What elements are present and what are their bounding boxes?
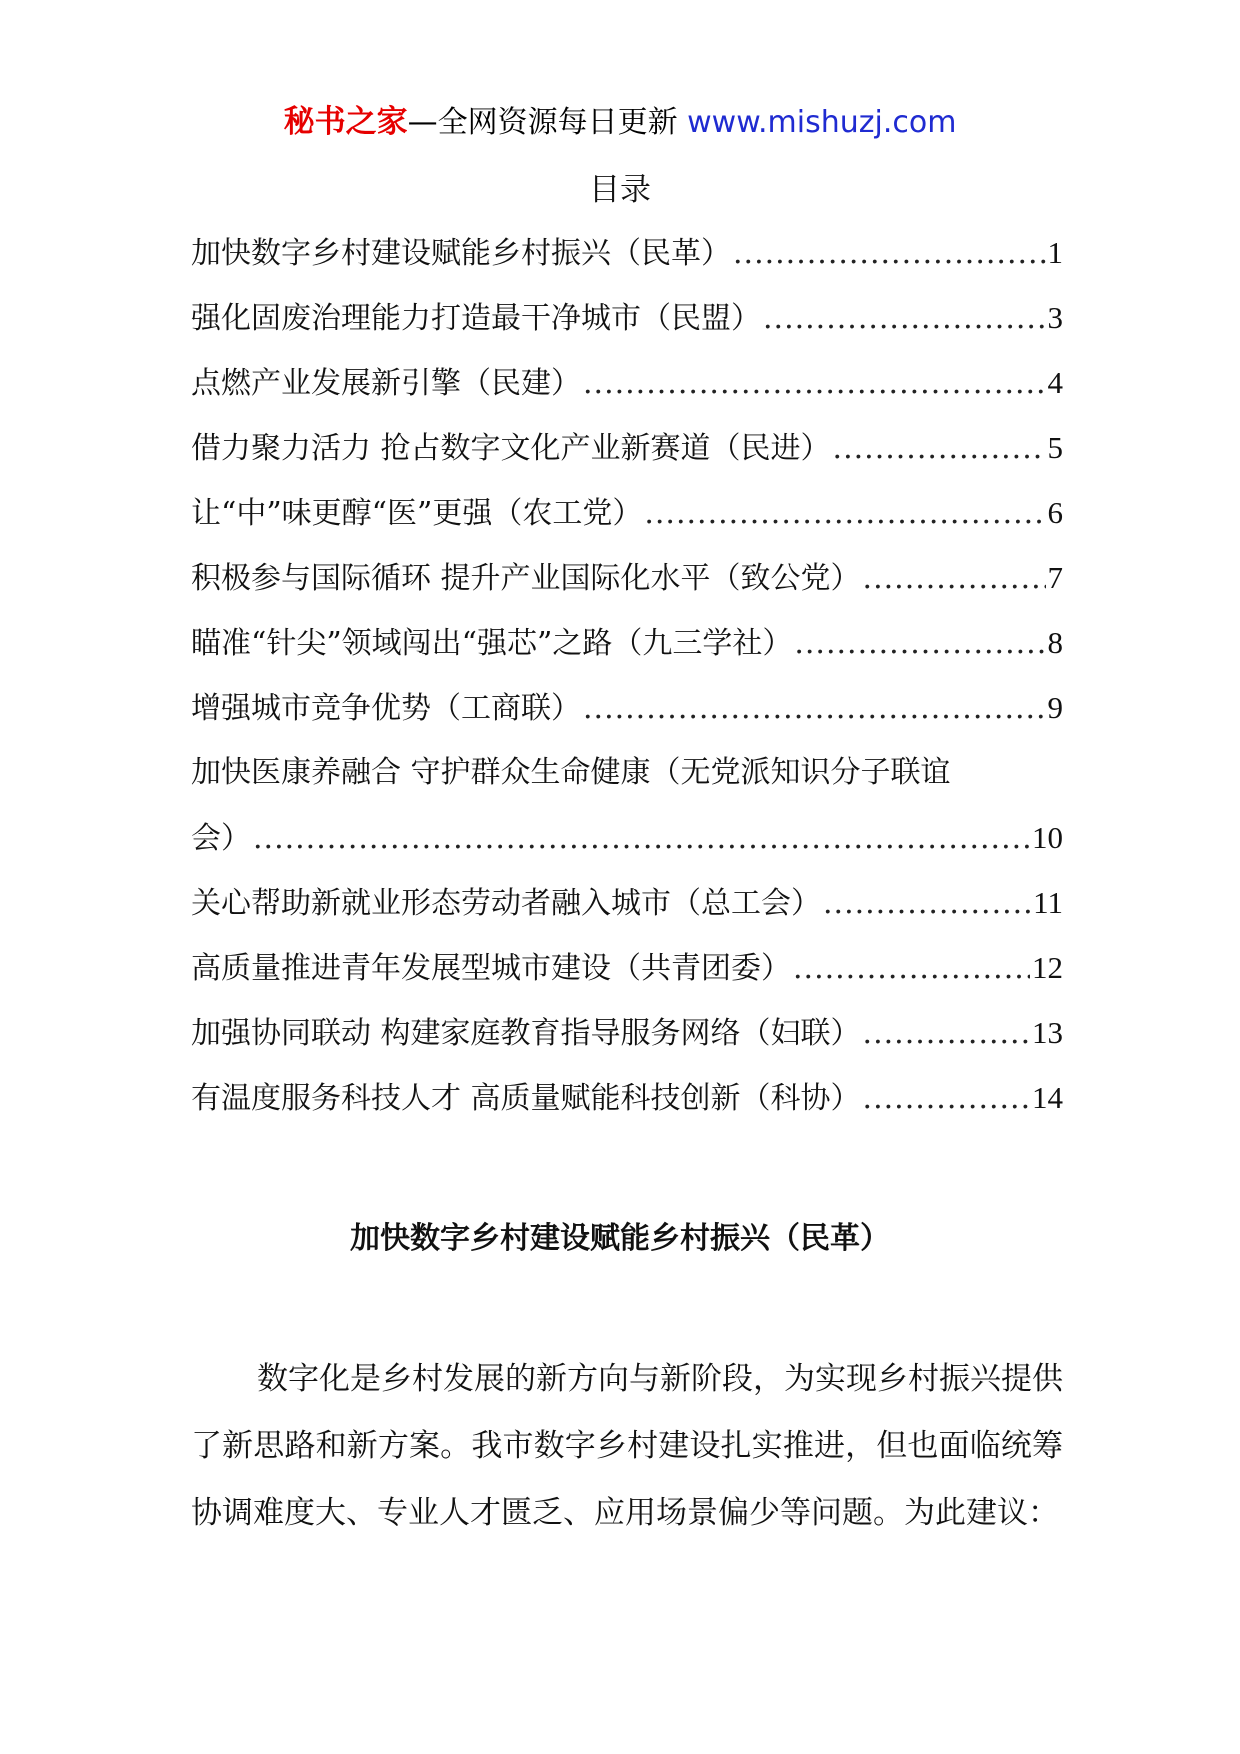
toc-entry-page: 1 [1047, 235, 1063, 270]
table-of-contents [191, 231, 1063, 1141]
toc-entry-title: 有温度服务科技人才 高质量赋能科技创新（科协） [191, 1081, 861, 1116]
toc-entry-page: 9 [1047, 690, 1063, 725]
banner-url-link[interactable]: www.mishuzj.com [687, 105, 957, 140]
toc-entry[interactable] [191, 231, 1063, 296]
toc-entry-page: 5 [1047, 430, 1063, 465]
toc-entry[interactable] [191, 296, 1063, 361]
toc-entry-title-continued: 会） [191, 821, 251, 856]
toc-entry-page: 13 [1032, 1015, 1063, 1050]
toc-entry[interactable] [191, 426, 1063, 491]
toc-entry-page: 3 [1047, 300, 1063, 335]
toc-leader-dots [833, 427, 1046, 471]
toc-leader-dots [733, 232, 1046, 276]
toc-leader-dots [863, 1012, 1030, 1056]
toc-entry-title: 增强城市竞争优势（工商联） [191, 691, 581, 726]
toc-leader-dots [863, 1077, 1030, 1121]
toc-entry-page: 10 [1032, 820, 1063, 855]
toc-leader-dots [823, 882, 1031, 926]
toc-entry-title: 加快数字乡村建设赋能乡村振兴（民革） [191, 236, 731, 271]
toc-entry-title: 让“中”味更醇“医”更强（农工党） [191, 496, 643, 531]
toc-entry-page: 8 [1047, 625, 1063, 660]
banner-tagline: —全网资源每日更新 [407, 105, 678, 140]
section-title: 加快数字乡村建设赋能乡村振兴（民革） [350, 1221, 890, 1256]
toc-entry-title: 高质量推进青年发展型城市建设（共青团委） [191, 951, 791, 986]
toc-leader-dots [583, 362, 1046, 406]
toc-entry-title: 借力聚力活力 抢占数字文化产业新赛道（民进） [191, 431, 831, 466]
toc-entry-page: 7 [1047, 560, 1063, 595]
toc-entry[interactable] [191, 361, 1063, 426]
toc-heading: 目录 [589, 172, 651, 208]
site-banner [0, 100, 1240, 145]
toc-entry-title: 加强协同联动 构建家庭教育指导服务网络（妇联） [191, 1016, 861, 1051]
toc-leader-dots [763, 297, 1046, 341]
toc-leader-dots [583, 687, 1046, 731]
toc-leader-dots [794, 622, 1045, 666]
toc-entry[interactable] [191, 1076, 1063, 1141]
toc-leader-dots [863, 557, 1046, 601]
toc-entry-page: 14 [1032, 1080, 1063, 1115]
toc-entry-title: 强化固废治理能力打造最干净城市（民盟） [191, 301, 761, 336]
toc-entry-title: 点燃产业发展新引擎（民建） [191, 366, 581, 401]
toc-leader-dots [253, 817, 1030, 861]
toc-entry-page: 12 [1032, 950, 1063, 985]
banner-brand: 秘书之家 [283, 104, 408, 140]
toc-entry-page: 6 [1047, 495, 1063, 530]
toc-leader-dots [793, 947, 1030, 991]
toc-entry[interactable] [191, 491, 1063, 556]
toc-entry[interactable] [191, 686, 1063, 751]
toc-entry[interactable] [191, 556, 1063, 621]
toc-entry-continuation [191, 816, 1063, 881]
toc-entry-title: 瞄准“针尖”领域闯出“强芯”之路（九三学社） [191, 626, 793, 661]
toc-entry-page: 11 [1033, 885, 1063, 920]
toc-entry[interactable] [191, 621, 1063, 686]
toc-entry[interactable] [191, 946, 1063, 1011]
toc-entry[interactable] [191, 1011, 1063, 1076]
toc-entry-page: 4 [1047, 365, 1063, 400]
toc-entry[interactable] [191, 751, 1063, 881]
toc-entry-title: 加快医康养融合 守护群众生命健康（无党派知识分子联谊 [191, 755, 951, 790]
body-paragraph: 数字化是乡村发展的新方向与新阶段，为实现乡村振兴提供了新思路和新方案。我市数字乡村建设扎实推进，但也面临统筹协调难度大、专业人才匮乏、应用场景偏少等问题。为此建议： [191, 1361, 1063, 1531]
toc-entry[interactable] [191, 881, 1063, 946]
toc-leader-dots [644, 492, 1045, 536]
toc-entry-title: 积极参与国际循环 提升产业国际化水平（致公党） [191, 561, 861, 596]
toc-entry-title: 关心帮助新就业形态劳动者融入城市（总工会） [191, 886, 821, 921]
